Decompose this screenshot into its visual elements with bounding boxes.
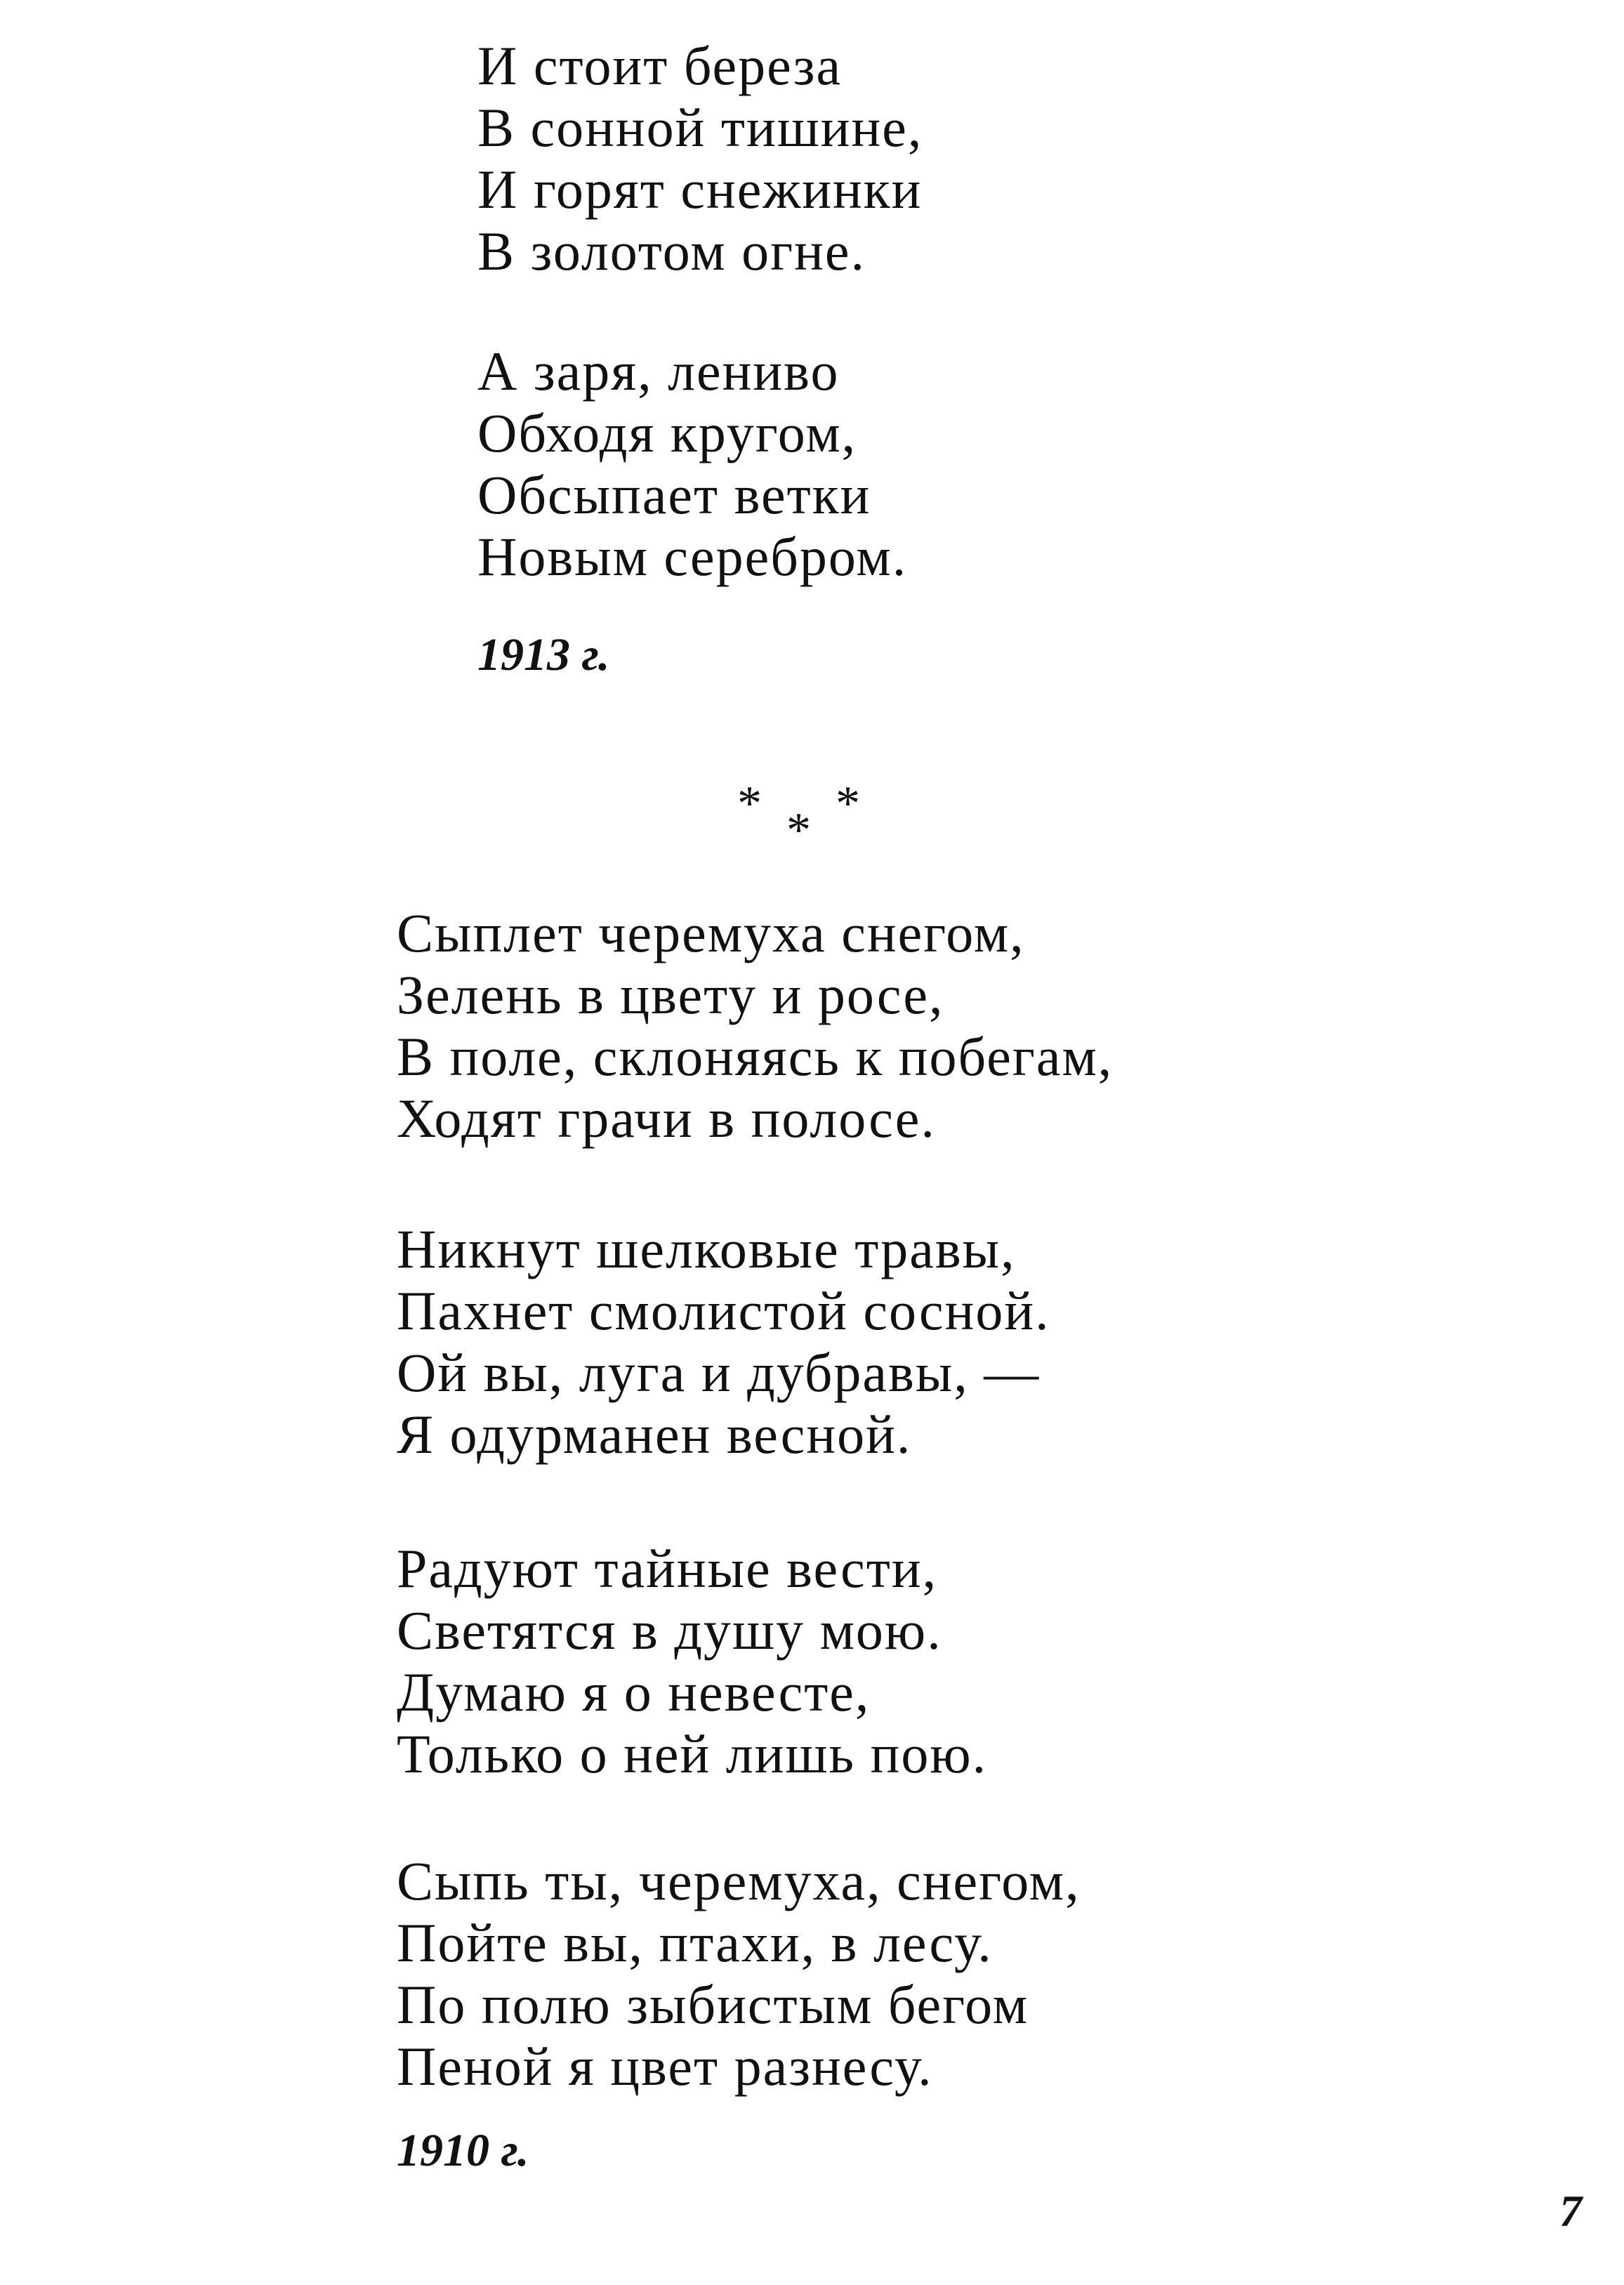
poem-line: Новым серебром. xyxy=(477,526,908,587)
poem2-date: 1910 г. xyxy=(397,2125,529,2176)
poem2-stanza-4 xyxy=(397,1850,1081,2098)
poem-line: Пахнет смолистой сосной. xyxy=(397,1280,1050,1341)
poem-line: А заря, лениво xyxy=(477,341,840,402)
poem-line: Радуют тайные вести, xyxy=(397,1538,938,1599)
asterisk-left: * xyxy=(737,777,762,831)
poem-line: Никнут шелковые травы, xyxy=(397,1218,1016,1279)
poem-line: Пеной я цвет разнесу. xyxy=(397,2036,933,2097)
asterisk-middle: * xyxy=(786,803,811,857)
poem1-date: 1913 г. xyxy=(477,629,610,680)
poem-line: Думаю я о невесте, xyxy=(397,1661,871,1723)
poem-line: Сыпь ты, черемуха, снегом, xyxy=(397,1850,1081,1911)
poem-line: И стоит береза xyxy=(477,35,843,96)
poem-line: Ходят грачи в полосе. xyxy=(397,1088,936,1149)
poem-line: Светятся в душу мою. xyxy=(397,1600,942,1661)
poem-line: В поле, склоняясь к побегам, xyxy=(397,1026,1114,1087)
poem-line: Я одурманен весной. xyxy=(397,1404,912,1465)
asterisk-right: * xyxy=(836,777,860,831)
poem-line: В золотом огне. xyxy=(477,220,866,282)
poem-line: Обходя кругом, xyxy=(477,402,857,463)
poem2-stanza-1 xyxy=(397,902,1113,1150)
poem-line: Пойте вы, птахи, в лесу. xyxy=(397,1912,993,1973)
poem-line: В сонной тишине, xyxy=(477,97,923,158)
poem-line: По полю зыбистым бегом xyxy=(397,1974,1029,2035)
poem-line: Ой вы, луга и дубравы, — xyxy=(397,1342,1041,1403)
poem-line: Зелень в цвету и росе, xyxy=(397,964,944,1025)
poem1-stanza-1 xyxy=(477,35,923,282)
poem-line: Сыплет черемуха снегом, xyxy=(397,902,1025,963)
poem2-stanza-2 xyxy=(397,1218,1050,1466)
poem-line: Только о ней лишь пою. xyxy=(397,1723,988,1784)
poem-line: И горят снежинки xyxy=(477,159,923,220)
poem1-stanza-2 xyxy=(477,341,907,588)
section-separator xyxy=(737,779,878,857)
poem2-stanza-3 xyxy=(397,1538,987,1785)
poem-line: Обсыпает ветки xyxy=(477,464,871,525)
page-number: 7 xyxy=(1559,2186,1582,2236)
